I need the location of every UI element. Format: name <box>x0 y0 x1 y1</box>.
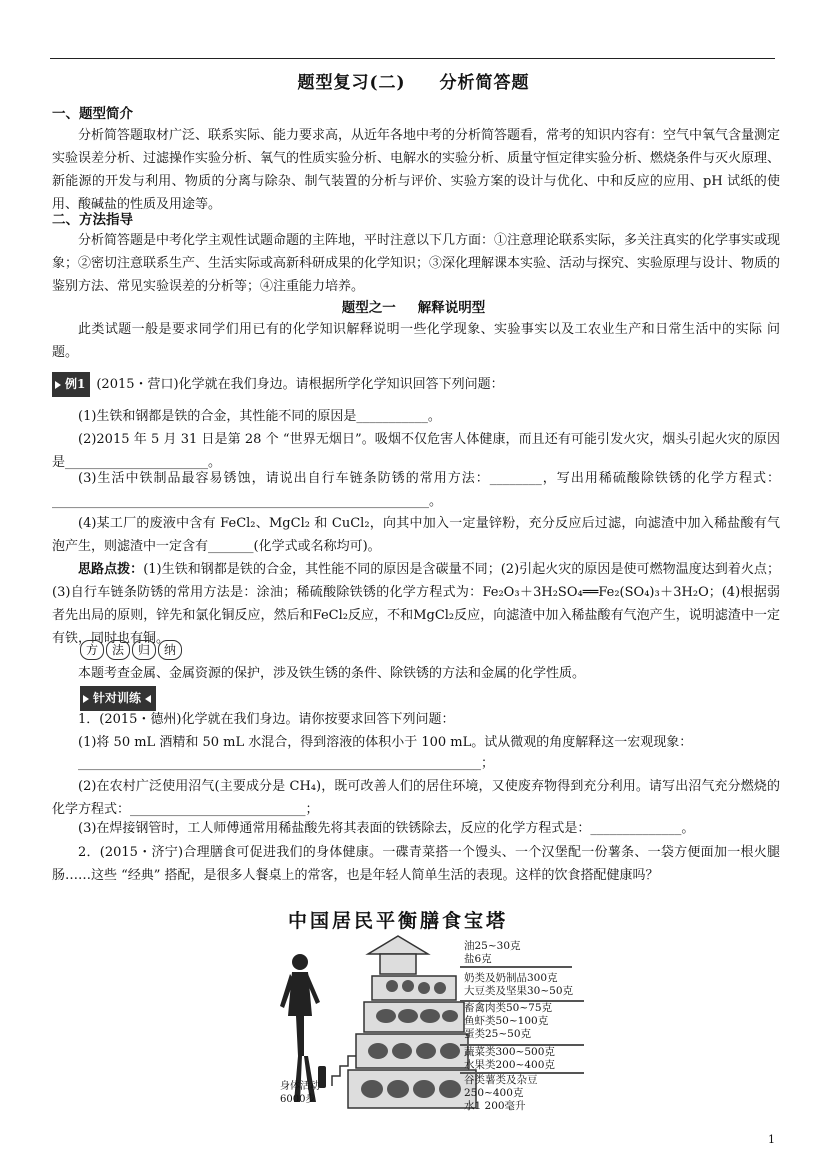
pagoda-title: 中国居民平衡膳食宝塔 <box>288 910 509 932</box>
layer2-beans: 大豆类及坚果30~50克 <box>464 985 574 997</box>
example-tag <box>52 372 90 397</box>
layer3-meat: 畜禽肉类50~75克 <box>464 1002 553 1014</box>
method-char-4: 纳 <box>158 640 182 660</box>
pagoda-layer5 <box>464 1074 538 1113</box>
page-number: 1 <box>768 1133 775 1146</box>
hint-paragraph <box>52 558 780 650</box>
food-pagoda-figure <box>268 906 588 1112</box>
example-stem: (2015・营口)化学就在我们身边。请根据所学化学知识回答下列问题： <box>96 377 504 392</box>
layer3-egg: 蛋类25~50克 <box>464 1028 532 1040</box>
layer5-water: 水1 200毫升 <box>464 1100 526 1112</box>
play-arrow-icon <box>83 695 89 703</box>
method-summary-tag <box>80 640 182 660</box>
section-intro-text: 分析简答题取材广泛、联系实际、能力要求高，从近年各地中考的分析简答题看，常考的知识内容有：空气中氧气含量测定实验误差分析、过滤操作实验分析、氧气的性质实验分析、电解水的实验分析、质量守恒定律实验分析、燃烧条件与灭火原理、新能源的开发与利用、物质的分离与除杂、制气装置的分析与评价、实验方案的设计与优化、中和反应的应用、pH 试纸的使用、酸碱盐的性质及用途等。 <box>52 128 781 212</box>
hint-label: 思路点拨： <box>78 562 144 577</box>
method-char-1: 方 <box>80 640 104 660</box>
type-heading-b: 解释说明型 <box>417 300 486 316</box>
section-heading-intro: 一、题型简介 <box>52 106 133 122</box>
practice-tag-label: 针对训练 <box>93 691 142 705</box>
method-summary-text: 本题考查金属、金属资源的保护，涉及铁生锈的条件、除铁锈的方法和金属的化学性质。 <box>78 666 586 681</box>
title-part-b: 分析简答题 <box>439 73 530 93</box>
practice1-q1-blank: ______________________________________________________________； <box>78 756 494 771</box>
layer5-grain-amount: 250~400克 <box>464 1087 524 1099</box>
practice1-q1: (1)将 50 mL 酒精和 50 mL 水混合，得到溶液的体积小于 100 mL。试从微观的角度解释这一宏观现象： <box>78 735 693 750</box>
method-char-3: 归 <box>132 640 156 660</box>
example-q1: (1)生铁和钢都是铁的合金，其性能不同的原因是___________。 <box>78 409 441 424</box>
practice1-stem: 1．(2015・德州)化学就在我们身边。请你按要求回答下列问题： <box>78 712 455 727</box>
example-q2: (2)2015 年 5 月 31 日是第 28 个 “世界无烟日”。吸烟不仅危害人体健康，而且还有可能引发火灾，烟头引起火灾的原因是______________________。 <box>52 432 780 470</box>
pagoda-layer2 <box>464 972 573 998</box>
left-arrow-icon <box>145 695 151 703</box>
example-q3: (3)生活中铁制品最容易锈蚀，请说出自行车链条防锈的常用方法：________，写出用稀硫酸除铁锈的化学方程式：__________________________________________________________。 <box>52 471 780 509</box>
layer1-rule <box>460 966 572 968</box>
hint-text: (1)生铁和钢都是铁的合金，其性能不同的原因是含碳量不同；(2)引起火灾的原因是使可燃物温度达到着火点；(3)自行车链条防锈的常用方法是：涂油；稀硫酸除铁锈的化学方程式为：Fe₂O₃＋3H₂SO₄══Fe₂(SO₄)₃＋3H₂O；(4)根据弱者先出局的原则，锌先和氯化铜反应，然后和FeCl₂反应，不和MgCl₂反应，向滤渣中加入稀盐酸有气泡产生，说明滤渣中一定有铁，同时也有铜。 <box>52 562 780 646</box>
activity-label <box>280 1080 320 1106</box>
section-heading-method: 二、方法指导 <box>52 212 133 228</box>
type-heading <box>0 296 827 316</box>
layer4-vegetable: 蔬菜类300~500克 <box>464 1046 555 1058</box>
example-tag-label: 例1 <box>65 377 86 391</box>
title-part-a: 题型复习(二) <box>297 73 406 93</box>
header-rule <box>50 58 775 59</box>
method-char-2: 法 <box>106 640 130 660</box>
play-arrow-icon <box>55 381 61 389</box>
layer3-fish: 鱼虾类50~100克 <box>464 1015 549 1027</box>
example-q4: (4)某工厂的废液中含有 FeCl₂、MgCl₂ 和 CuCl₂，向其中加入一定量锌粉，充分反应后过滤，向滤渣中加入稀盐酸有气泡产生，则滤渣中一定含有_______(化学式或名称均可)。 <box>52 516 780 554</box>
section-method-text: 分析简答题是中考化学主观性试题命题的主阵地，平时注意以下几方面：①注意理论联系实际，多关注真实的化学事实或现象；②密切注意联系生产、生活实际或高新科研成果的化学知识；③深化理解课本实验、活动与探究、实验原理与设计、物质的鉴别方法、常见实验误差的分析等；④注重能力培养。 <box>52 233 781 294</box>
practice1-q3: (3)在焊接钢管时，工人师傅通常用稀盐酸先将其表面的铁锈除去，反应的化学方程式是：______________。 <box>78 821 695 836</box>
activity-label-line2: 6000步 <box>280 1094 316 1105</box>
pagoda-layer4 <box>464 1046 555 1072</box>
practice2-text: 2．(2015・济宁)合理膳食可促进我们的身体健康。一碟青菜搭一个馒头、一个汉堡配一份薯条、一袋方便面加一根火腿肠……这些 “经典” 搭配，是很多人餐桌上的常客，也是年轻人简单生活的表现。这样的饮食搭配健康吗？ <box>52 845 780 883</box>
type-intro-text: 此类试题一般是要求同学们用已有的化学知识解释说明一些化学现象、实验事实以及工农业生产和日常生活中的实际 问题。 <box>52 322 780 360</box>
layer1-salt: 盐6克 <box>464 953 492 965</box>
type-heading-a: 题型之一 <box>341 300 396 316</box>
layer2-milk: 奶类及奶制品300克 <box>464 972 558 984</box>
pagoda-layer3 <box>464 1002 552 1041</box>
activity-label-line1: 身体活动 <box>280 1081 320 1092</box>
layer4-fruit: 水果类200~400克 <box>464 1059 555 1071</box>
layer5-grain: 谷类薯类及杂豆 <box>464 1074 538 1086</box>
layer1-oil: 油25~30克 <box>464 940 521 952</box>
practice1-q2: (2)在农村广泛使用沼气(主要成分是 CH₄)，既可改善人们的居住环境，又使废弃物得到充分利用。请写出沼气充分燃烧的化学方程式：___________________________； <box>52 779 780 817</box>
example-stem-line <box>52 372 780 397</box>
pagoda-layer1 <box>464 940 521 966</box>
page-title <box>0 68 827 93</box>
